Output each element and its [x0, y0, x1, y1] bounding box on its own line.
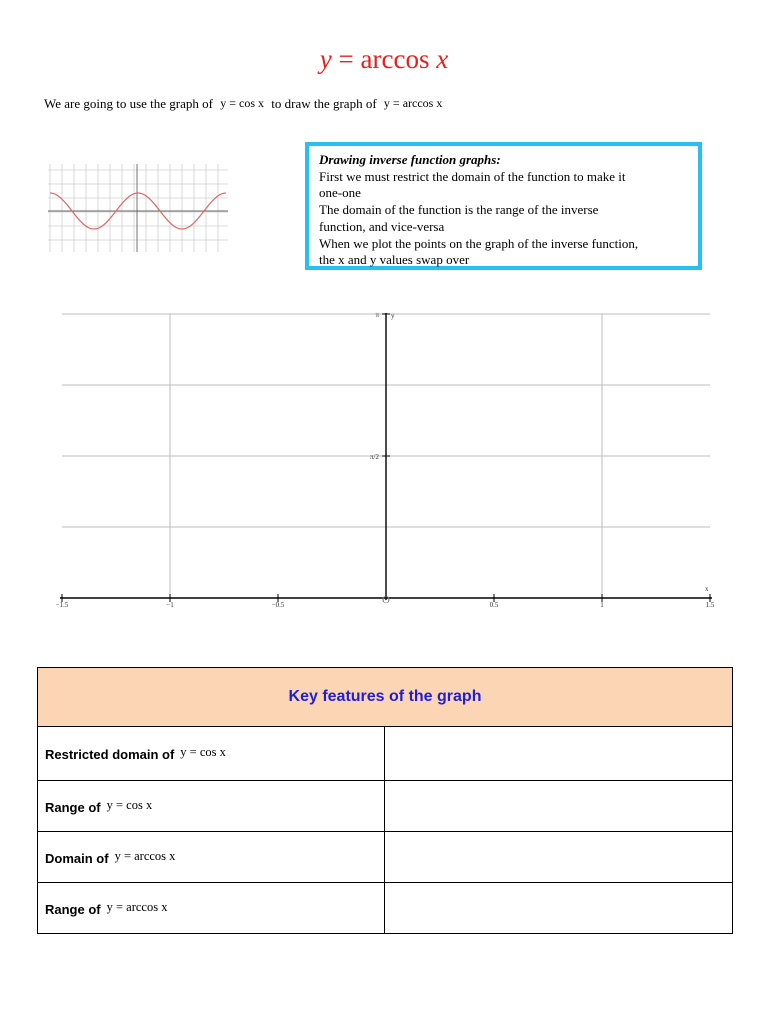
answer-cell-domain-arccos[interactable]: [385, 832, 733, 883]
x-axis-label: x: [705, 585, 709, 593]
arccos-graph-grid: [40, 305, 730, 615]
row-math: y = cos x: [106, 797, 153, 812]
y-tick-label: π/2: [370, 453, 379, 461]
inverse-graphs-info-box: [305, 142, 702, 270]
info-box-line: The domain of the function is the range of the inverse: [319, 202, 599, 218]
info-box-line: function, and vice-versa: [319, 218, 445, 234]
info-box-heading: Drawing inverse function graphs:: [319, 152, 501, 167]
title-argument: x: [436, 44, 449, 74]
answer-cell-range-arccos[interactable]: [385, 883, 733, 934]
table-row: [38, 883, 733, 934]
row-label-cell: [38, 883, 385, 934]
x-tick-label: 1: [600, 601, 604, 609]
thumbnail-grid: [48, 164, 228, 252]
info-box-line: the x and y values swap over: [319, 252, 470, 268]
title-equals: =: [331, 44, 361, 74]
table-row: [38, 781, 733, 832]
row-label-cell: [38, 781, 385, 832]
table-header: Key features of the graph: [38, 668, 733, 727]
origin-label: O: [382, 594, 390, 606]
y-tick-label: π: [375, 311, 379, 319]
row-math: y = cos x: [180, 745, 226, 759]
table-row: [38, 832, 733, 883]
row-math: y = arccos x: [106, 899, 168, 914]
answer-cell-range-cos[interactable]: [385, 781, 733, 832]
title-lhs: y: [319, 44, 332, 74]
x-tick-label: −1.5: [55, 601, 69, 609]
x-tick-label: −1: [166, 601, 174, 609]
row-math: y = arccos x: [114, 848, 176, 863]
intro-math-arccos: y = arccos x: [383, 96, 443, 110]
x-tick-label: −0.5: [271, 601, 285, 609]
intro-text-1: We are going to use the graph of: [44, 96, 213, 111]
row-label: Range of: [45, 799, 101, 815]
x-tick-label: 1.5: [705, 601, 715, 609]
table-row: [38, 727, 733, 781]
cosine-thumbnail-graph: [48, 164, 228, 252]
title-function: arccos: [360, 44, 430, 74]
info-box-line: one-one: [319, 185, 361, 201]
row-label-cell: [38, 727, 385, 781]
info-box-line: First we must restrict the domain of the function to make it: [319, 168, 626, 184]
row-label: Restricted domain of: [45, 747, 175, 762]
key-features-table: [37, 667, 733, 934]
x-tick-label: 0.5: [489, 601, 499, 609]
answer-cell-restricted-domain[interactable]: [385, 727, 733, 781]
y-axis-label: y: [391, 312, 395, 320]
row-label-cell: [38, 832, 385, 883]
row-label: Domain of: [45, 850, 109, 866]
intro-math-cos: y = cos x: [220, 96, 264, 110]
intro-sentence: [44, 96, 442, 112]
row-label: Range of: [45, 901, 101, 917]
page-title: [0, 44, 768, 75]
intro-text-2: to draw the graph of: [271, 96, 377, 111]
info-box-line: When we plot the points on the graph of the inverse function,: [319, 235, 639, 251]
